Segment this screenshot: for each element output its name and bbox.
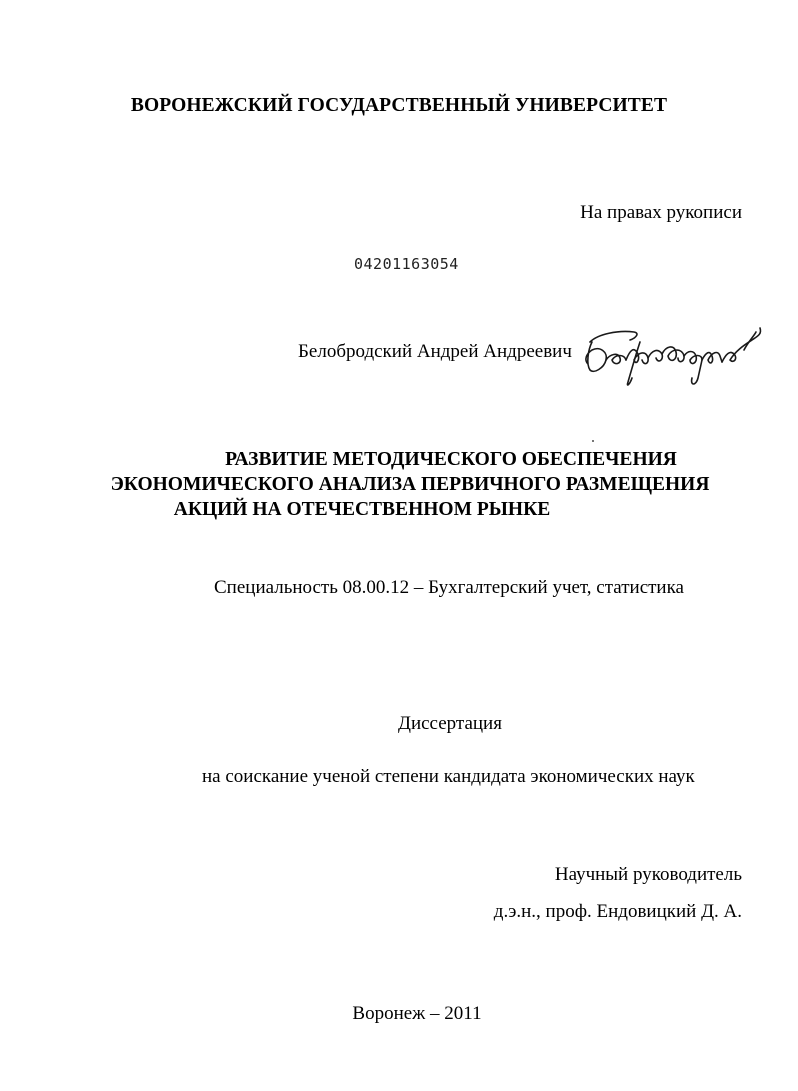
author-name: Белобродский Андрей Андреевич [298,341,572,362]
supervisor-name: д.э.н., проф. Ендовицкий Д. А. [493,901,742,922]
rights-note: На правах рукописи [580,202,742,223]
handwritten-signature-icon [578,320,768,392]
scan-speck [592,440,594,442]
title-line: РАЗВИТИЕ МЕТОДИЧЕСКОГО ОБЕСПЕЧЕНИЯ [225,449,677,470]
specialty: Специальность 08.00.12 – Бухгалтерский учет, статистика [214,577,684,598]
dissertation-title [0,447,798,522]
supervisor-label: Научный руководитель [554,864,742,885]
city-year: Воронеж – 2011 [352,1003,482,1024]
work-type: Диссертация [398,713,502,734]
title-line: ЭКОНОМИЧЕСКОГО АНАЛИЗА ПЕРВИЧНОГО РАЗМЕЩЕНИЯ [110,474,710,495]
university-name: ВОРОНЕЖСКИЙ ГОСУДАРСТВЕННЫЙ УНИВЕРСИТЕТ [130,95,668,116]
degree-statement: на соискание ученой степени кандидата экономических наук [202,766,695,787]
title-line: АКЦИЙ НА ОТЕЧЕСТВЕННОМ РЫНКЕ [173,499,551,520]
registration-code: 04201163054 [354,255,459,273]
